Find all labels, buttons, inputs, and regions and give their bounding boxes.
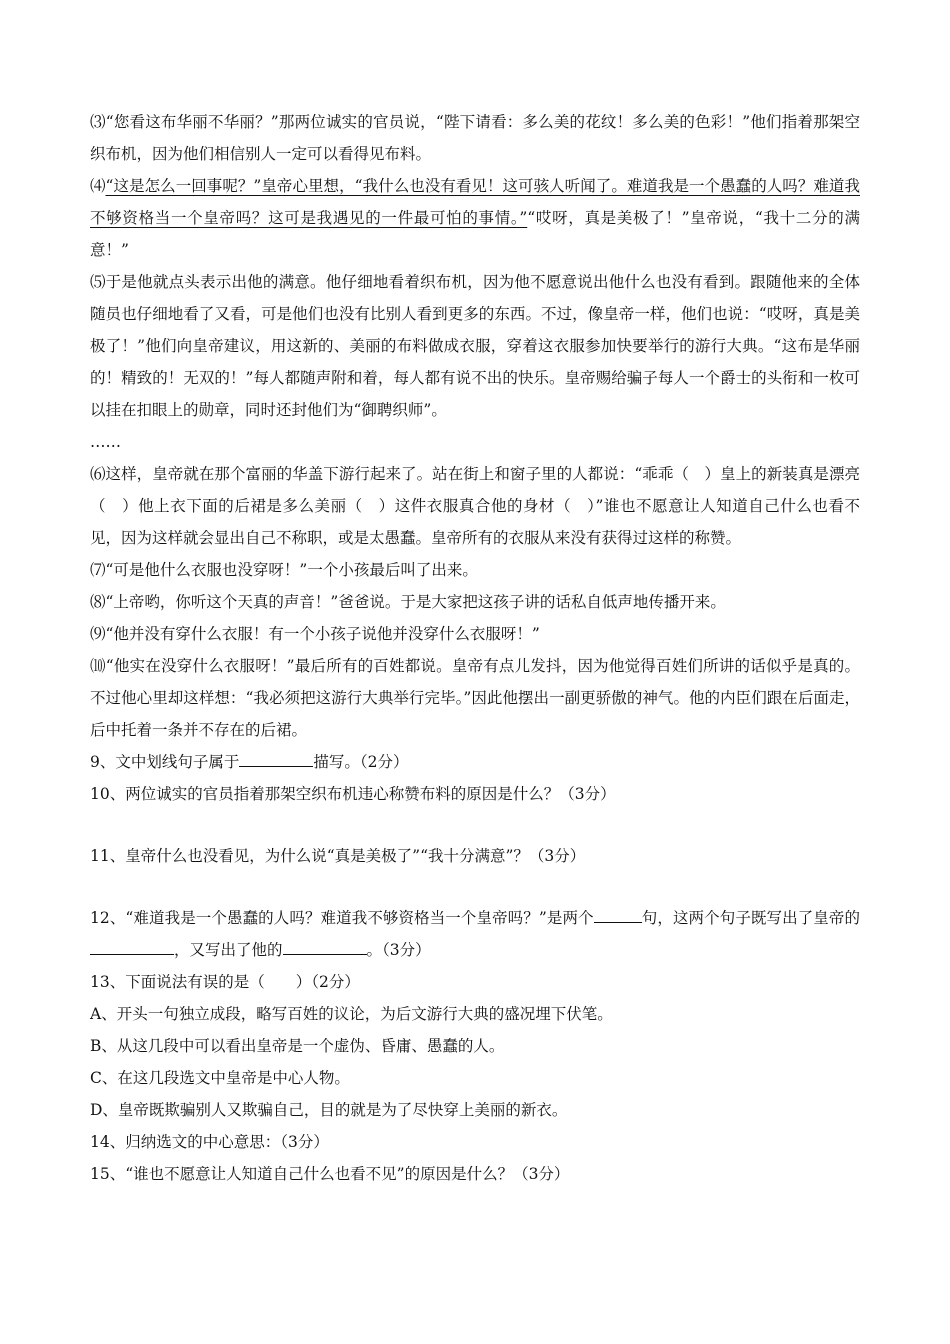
underlined-sentence: “这是怎么一回事呢？”皇帝心里想，“我什么也没有看见！这可骇人听闻了。难道我是一个愚蠢的人吗？难道我不够资格当一个皇帝吗？这可是我遇见的一件最可怕的事情。”: [90, 177, 860, 227]
question-10: 10、两位诚实的官员指着那架空织布机违心称赞布料的原因是什么？（3分）: [90, 785, 616, 803]
question-12: 12、“难道我是一个愚蠢的人吗？难道我不够资格当一个皇帝吗？”是两个 句，这两个句子既写出了皇帝的，又写出了他的 。（3分）: [90, 902, 860, 966]
paragraph-4-rest: “哎呀，真是美极了！”皇帝说，“我十二分的满意！”: [90, 209, 860, 259]
question-14: 14、归纳选文的中心意思：（3分）: [90, 1133, 329, 1151]
question-15: 15、“谁也不愿意让人知道自己什么也看不见”的原因是什么？（3分）: [90, 1165, 570, 1183]
answer-space-q11[interactable]: [90, 872, 860, 902]
option-b[interactable]: B、从这几段中可以看出皇帝是一个虚伪、昏庸、愚蠢的人。: [90, 1037, 505, 1055]
exam-page: [90, 106, 860, 1190]
option-a[interactable]: A、开头一句独立成段，略写百姓的议论，为后文游行大典的盛况埋下伏笔。: [90, 1005, 613, 1023]
option-c[interactable]: C、在这几段选文中皇帝是中心人物。: [90, 1069, 350, 1087]
ellipsis: ……: [90, 433, 121, 451]
answer-blank-q9[interactable]: [239, 748, 313, 767]
answer-blank-q12-type[interactable]: [594, 904, 642, 923]
answer-blank-q12-first[interactable]: [90, 936, 174, 955]
paragraph-4: [90, 170, 860, 266]
paragraph-3: ⑶“您看这布华丽不华丽？”那两位诚实的官员说，“陛下请看：多么美的花纹！多么美的色彩！”他们指着那架空织布机，因为他们相信别人一定可以看得见布料。: [90, 113, 860, 163]
question-13: 13、下面说法有误的是（ ）（2分）: [90, 973, 360, 991]
paragraph-8: ⑻“上帝哟，你听这个天真的声音！”爸爸说。于是大家把这孩子讲的话私自低声地传播开来。: [90, 593, 726, 611]
paragraph-10: ⑽“他实在没穿什么衣服呀！”最后所有的百姓都说。皇帝有点儿发抖，因为他觉得百姓们所讲的话似乎是真的。不过他心里却这样想：“我必须把这游行大典举行完毕。”因此他摆出一副更骄傲的神气。他的内臣们跟在后面走，后中托着一条并不存在的后裙。: [90, 657, 860, 739]
question-11: 11、皇帝什么也没看见，为什么说“真是美极了”“我十分满意”？（3分）: [90, 847, 586, 865]
option-d[interactable]: D、皇帝既欺骗别人又欺骗自己，目的就是为了尽快穿上美丽的新衣。: [90, 1101, 568, 1119]
question-9: 9、文中划线句子属于 描写。（2分）: [90, 746, 860, 778]
answer-blank-q12-second[interactable]: [283, 936, 367, 955]
paragraph-7: ⑺“可是他什么衣服也没穿呀！”一个小孩最后叫了出来。: [90, 561, 478, 579]
answer-space-q10[interactable]: [90, 810, 860, 840]
paragraph-5: ⑸于是他就点头表示出他的满意。他仔细地看着织布机，因为他不愿意说出他什么也没有看到。跟随他来的全体随员也仔细地看了又看，可是他们也没有比别人看到更多的东西。不过，像皇帝一样，他们也说：“哎呀，真是美极了！”他们向皇帝建议，用这新的、美丽的布料做成衣服，穿着这衣服参加快要举行的游行大典。“这布是华丽的！精致的！无双的！”每人都随声附和着，每人都有说不出的快乐。皇帝赐给骗子每人一个爵士的头衔和一枚可以挂在扣眼上的勋章，同时还封他们为“御聘织师”。: [90, 273, 860, 419]
paragraph-9: ⑼“他并没有穿什么衣服！有一个小孩子说他并没穿什么衣服呀！”: [90, 625, 540, 643]
paragraph-6: ⑹这样，皇帝就在那个富丽的华盖下游行起来了。站在街上和窗子里的人都说：“乖乖（ ）皇上的新装真是漂亮（ ）他上衣下面的后裙是多么美丽（ ）这件衣服真合他的身材（ ）”谁也不愿意让人知道自己什么也看不见，因为这样就会显出自己不称职，或是太愚蠢。皇帝所有的衣服从来没有获得过这样的称赞。: [90, 465, 860, 547]
paragraph-4-label: ⑷: [90, 177, 106, 195]
